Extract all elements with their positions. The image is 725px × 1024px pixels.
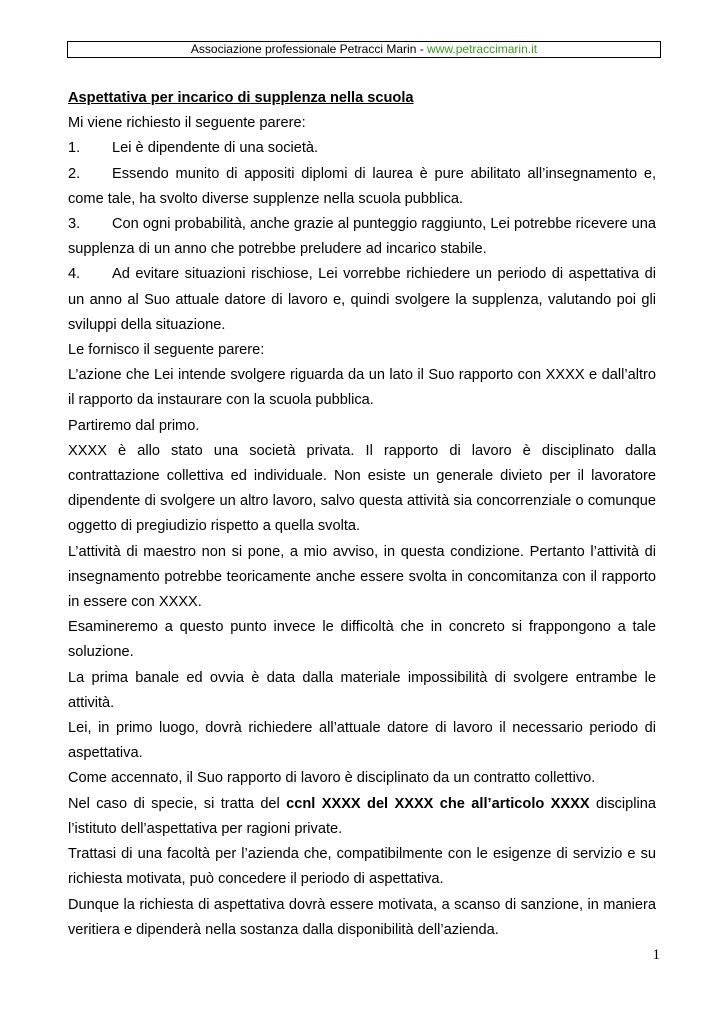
list-item-number: 4. (68, 266, 81, 283)
document-title: Aspettativa per incarico di supplenza nella scuola (68, 90, 414, 106)
list-item-number: 1. (68, 140, 81, 157)
list-item-text: Con ogni probabilità, anche grazie al punteggio raggiunto, Lei potrebbe ricevere una supplenza di un anno che potrebbe preludere ad incarico stabile. (68, 216, 656, 258)
header-separator: - (416, 42, 428, 56)
list-item-4 (68, 262, 656, 338)
list-item-3 (68, 212, 656, 262)
paragraph-4: XXXX è allo stato una società privata. Il rapporto di lavoro è disciplinato dalla contrattazione collettiva ed individuale. Non esiste un generale divieto per il lavoratore dipendente di svolgere un altro lavoro, salvo questa attività sia concorrenziale o comunque oggetto di pregiudizio rispetto a quella svolta. (68, 442, 656, 535)
paragraph-10-end: disciplina l’istituto dell’aspettativa per ragioni private. (68, 795, 656, 837)
page-number: 1 (652, 947, 660, 963)
paragraph-8: Lei, in primo luogo, dovrà richiedere all’attuale datore di lavoro il necessario periodo di aspettativa. (68, 720, 656, 762)
list-item-number: 3. (68, 216, 81, 233)
list-item-text: Ad evitare situazioni rischiose, Lei vorrebbe richiedere un periodo di aspettativa di un anno al Suo attuale datore di lavoro e, quindi svolgere la supplenza, valutando poi gli sviluppi della situazione. (68, 266, 656, 333)
paragraph-2: L’azione che Lei intende svolgere riguarda da un lato il Suo rapporto con XXXX e dall’altro il rapporto da instaurare con la scuola pubblica. (68, 367, 656, 409)
list-item-2 (68, 162, 656, 212)
paragraph-12: Dunque la richiesta di aspettativa dovrà essere motivata, a scanso di sanzione, in maniera veritiera e dipenderà nella sostanza dalla disponibilità dell’azienda. (68, 896, 656, 938)
document-body (68, 86, 656, 943)
paragraph-10-start: Nel caso di specie, si tratta del (68, 795, 287, 812)
paragraph-1: Le fornisco il seguente parere: (68, 342, 265, 359)
paragraph-6: Esamineremo a questo punto invece le difficoltà che in concreto si frappongono a tale soluzione. (68, 619, 656, 661)
header-site-link[interactable]: www.petraccimarin.it (427, 42, 538, 56)
contract-reference: ccnl XXXX del XXXX che all’articolo XXXX (286, 795, 590, 812)
header-org: Associazione professionale Petracci Marin (190, 42, 417, 56)
list-item-text: Lei è dipendente di una società. (112, 140, 319, 157)
page-header (67, 41, 661, 58)
paragraph-5: L’attività di maestro non si pone, a mio avviso, in questa condizione. Pertanto l’attività di insegnamento potrebbe teoricamente anche essere svolta in concomitanza con il rapporto in essere con XXXX. (68, 543, 656, 611)
paragraph-3: Partiremo dal primo. (68, 417, 200, 434)
list-item-1 (68, 136, 656, 161)
list-item-text: Essendo munito di appositi diplomi di laurea è pure abilitato all’insegnamento e, come tale, ha svolto diverse supplenze nella scuola pubblica. (68, 165, 656, 207)
list-item-number: 2. (68, 165, 81, 182)
paragraph-7: La prima banale ed ovvia è data dalla materiale impossibilità di svolgere entrambe le attività. (68, 669, 656, 711)
intro-line: Mi viene richiesto il seguente parere: (68, 115, 306, 132)
paragraph-10 (68, 792, 656, 842)
paragraph-9: Come accennato, il Suo rapporto di lavoro è disciplinato da un contratto collettivo. (68, 770, 596, 787)
paragraph-11: Trattasi di una facoltà per l’azienda che, compatibilmente con le esigenze di servizio e su richiesta motivata, può concedere il periodo di aspettativa. (68, 846, 656, 888)
